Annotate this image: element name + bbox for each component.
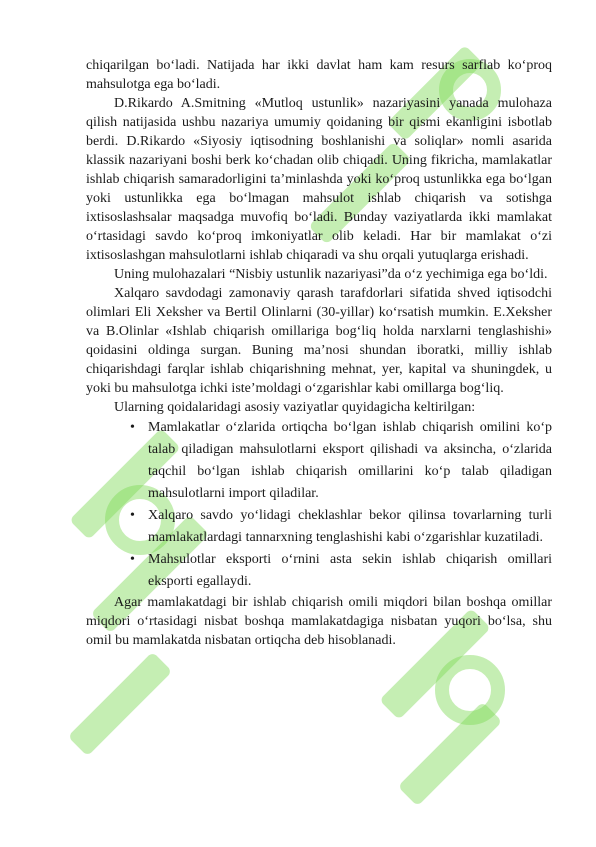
bullet-icon: • <box>130 552 135 567</box>
paragraph: Ularning qoidalaridagi asosiy vaziyatlar quyidagicha keltirilgan: <box>114 400 476 415</box>
list-item <box>86 549 552 593</box>
paragraph: Agar mamlakatdagi bir ishlab chiqarish omili miqdori bilan boshqa omillar miqdori o‘rtasidagi nisbat boshqa mamlakatdagiga nisbatan yuqori bo‘lsa, shu omil bu mamlakatda nisbatan ortiqcha deb hisoblanadi. <box>86 595 552 648</box>
list-item-text: Xalqaro savdo yo‘lidagi cheklashlar bekor qilinsa tovarlarning turli mamlakatlardagi tannarxning tenglashishi kabi o‘zgarishlar kuzatiladi. <box>148 508 552 545</box>
bullet-list <box>86 417 552 593</box>
paragraph: Uning mulohazalari “Nisbiy ustunlik nazariyasi”da o‘z yechimiga ega bo‘ldi. <box>114 267 548 282</box>
watermark-stripe <box>398 702 503 807</box>
list-item-text: Mamlakatlar o‘zlarida ortiqcha bo‘lgan ishlab chiqarish omilini ko‘p talab qiladigan mahsulotlarni eksport qilishadi va aksincha, o‘zlarida taqchil bo‘lgan ishlab chiqarish omillarini ko‘p talab qiladigan mahsulotlarni import qiladilar. <box>148 420 552 501</box>
paragraph: Xalqaro savdodagi zamonaviy qarash tarafdorlari sifatida shved iqtisodchi olimlari Eli Xeksher va Bertil Olinlarni (30-yillar) ko‘rsatish mumkin. E.Xeksher va B.Olinlar «Ishlab chiqarish omillariga bog‘liq holda narxlarni tenglashishi» qoidasini oldinga surgan. Buning ma’nosi shundan iboratki, milliy ishlab chiqarishdagi farqlar ishlab chiqarishning mehnat, yer, kapital va shuningdek, u yoki bu mahsulotga ichki iste’moldagi o‘zgarishlar kabi omillarga bog‘liq. <box>86 286 552 396</box>
bullet-icon: • <box>130 508 135 523</box>
bullet-icon: • <box>130 420 135 435</box>
paragraph: D.Rikardo A.Smitning «Mutloq ustunlik» nazariyasini yanada mulohaza qilish natijasida ushbu nazariya umumiy qoidaning bir qismi ekanligini isbotlab berdi. D.Rikardo «Siyosiy iqtisodning boshlanishi va soliqlar» nomli asarida klassik nazariyani boshi berk ko‘chadan olib chiqadi. Uning fikricha, mamlakatlar ishlab chiqarish samaradorligini ta’minlashda yoki ko‘proq ustunlikka ega bo‘lgan yoki ustunlikka ega bo‘lmagan mahsulot ishlab chiqarish va sotishga ixtisoslashsalar maqsadga muvofiq bo‘ladi. Bunday vaziyatlarda ikki mamlakat o‘rtasidagi savdo ko‘proq imkoniyatlar olib keladi. Har bir mamlakat o‘zi ixtisoslashgan mahsulotlarni ishlab chiqaradi va shu orqali yutuqlarga erishadi. <box>86 96 552 263</box>
watermark-stripe <box>68 652 173 757</box>
watermark-ring <box>442 662 498 718</box>
document-page <box>86 56 552 650</box>
list-item <box>86 505 552 549</box>
paragraph: chiqarilgan bo‘ladi. Natijada har ikki davlat ham kam resurs sarflab ko‘proq mahsulotga ega bo‘ladi. <box>86 58 552 92</box>
paragraphs-after <box>86 593 552 650</box>
list-item-text: Mahsulotlar eksporti o‘rnini asta sekin ishlab chiqarish omillari eksporti egallaydi. <box>148 552 552 589</box>
list-item <box>86 417 552 505</box>
paragraphs-before <box>86 56 552 417</box>
